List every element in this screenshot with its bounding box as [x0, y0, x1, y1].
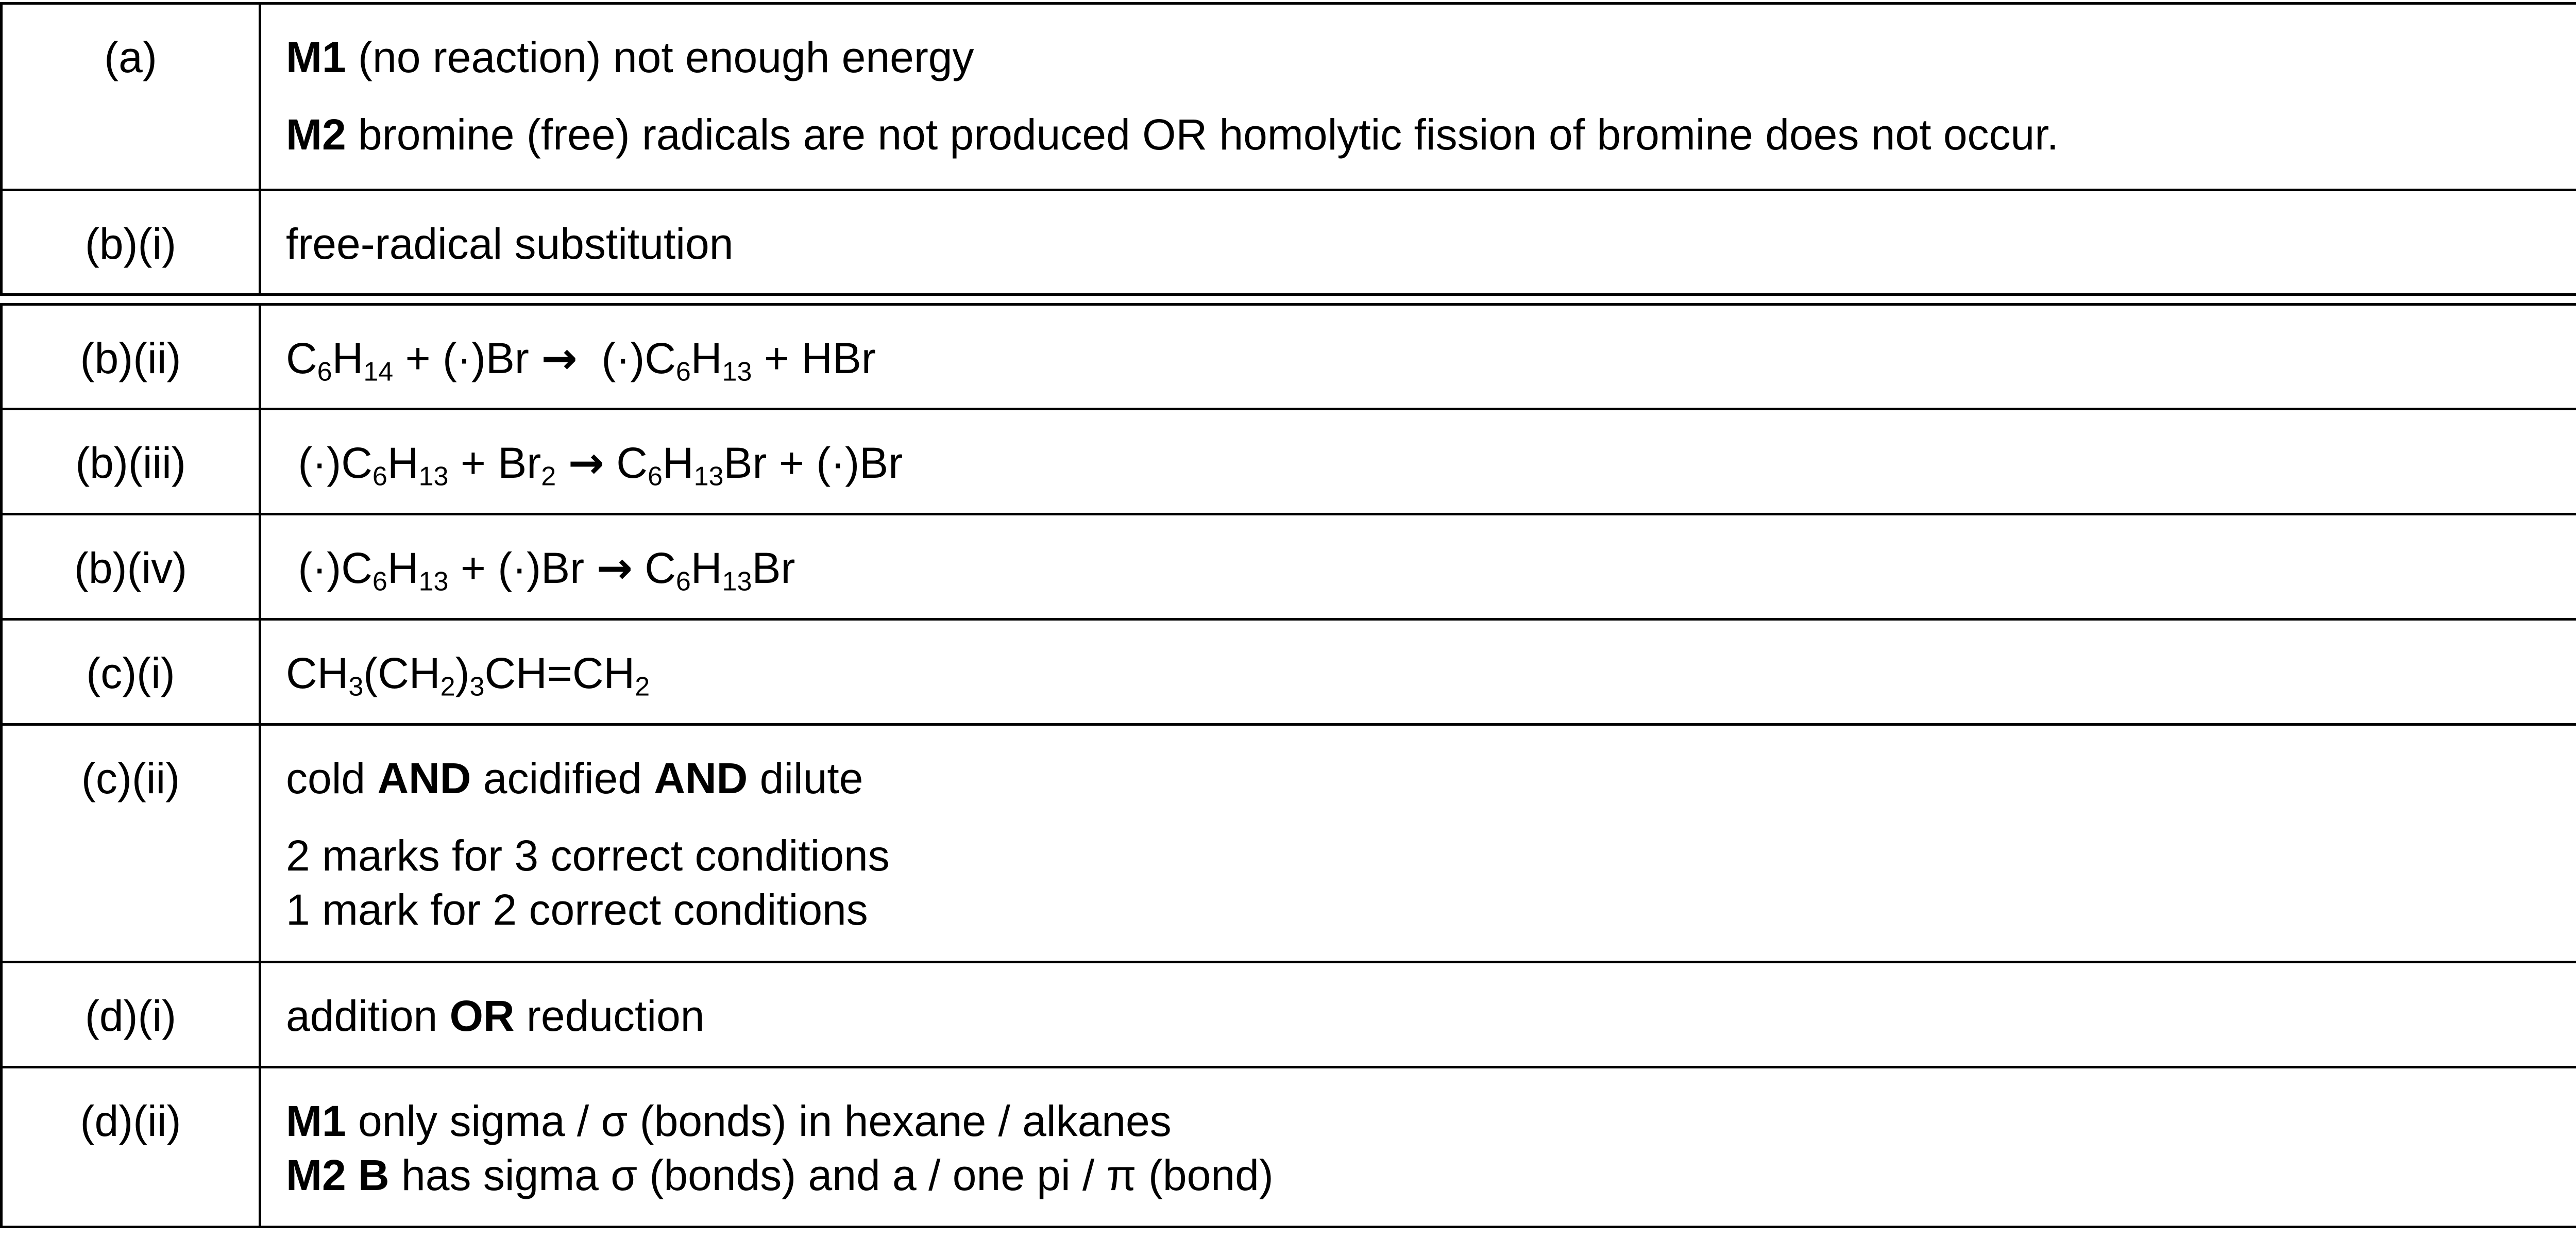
subscript: 13	[722, 357, 752, 387]
bold-marker: M2	[286, 110, 346, 159]
text-segment: dilute	[748, 754, 863, 802]
text-segment: + HBr	[752, 334, 876, 382]
answer-line	[286, 829, 2576, 883]
text-segment: CH	[286, 649, 349, 697]
text-segment: 2 marks for 3 correct conditions	[286, 831, 890, 880]
subscript: 2	[541, 461, 556, 492]
bold-marker: M1	[286, 1097, 346, 1145]
answer-line	[286, 1148, 2576, 1202]
table-row	[2, 514, 2576, 620]
answer-line	[286, 30, 2576, 85]
answer-line	[286, 883, 2576, 937]
reaction-arrow-icon: →	[596, 543, 633, 593]
answer-line	[286, 989, 2576, 1043]
text-segment: bromine (free) radicals are not produced OR homolytic fission of bromine does not occur.	[346, 110, 2059, 159]
text-segment: H	[690, 334, 722, 382]
question-number: (c)(i)	[2, 620, 260, 725]
question-number: (a)	[2, 4, 260, 190]
table-row	[2, 409, 2576, 514]
text-segment: )	[455, 649, 470, 697]
answer-line	[286, 541, 2576, 595]
reaction-arrow-icon: →	[568, 438, 604, 488]
answer-cell	[260, 305, 2576, 409]
text-segment: cold	[286, 754, 378, 802]
text-segment: (·)C	[286, 544, 372, 592]
bold-marker: M1	[286, 33, 346, 81]
reaction-arrow-icon: →	[541, 333, 578, 383]
text-segment: (CH	[363, 649, 440, 697]
answer-cell	[260, 409, 2576, 514]
question-number: (b)(i)	[2, 190, 260, 295]
text-segment: C	[632, 544, 676, 592]
text-segment: CH=CH	[484, 649, 635, 697]
question-number: (d)(ii)	[2, 1067, 260, 1227]
question-number: (b)(ii)	[2, 305, 260, 409]
text-segment: + Br	[448, 439, 541, 487]
question-number: (b)(iv)	[2, 514, 260, 620]
text-segment: H	[662, 439, 694, 487]
subscript: 14	[363, 357, 394, 387]
text-segment: H	[387, 544, 419, 592]
bold-marker: AND	[654, 754, 748, 802]
answer-cell	[260, 962, 2576, 1067]
mark-scheme-table-bottom	[0, 303, 2576, 1228]
answer-cell	[260, 190, 2576, 295]
subscript: 2	[440, 672, 455, 702]
text-segment: has sigma σ (bonds) and a / one pi / π (bond)	[389, 1151, 1274, 1199]
answer-line	[286, 646, 2576, 700]
subscript: 13	[722, 566, 752, 597]
question-number: (d)(i)	[2, 962, 260, 1067]
text-segment: 1 mark for 2 correct conditions	[286, 885, 868, 934]
bold-marker: M2 B	[286, 1151, 389, 1199]
answer-line	[286, 331, 2576, 386]
text-segment: C	[604, 439, 648, 487]
text-segment: + (·)Br	[448, 544, 597, 592]
text-segment: Br	[752, 544, 795, 592]
bold-marker: AND	[377, 754, 471, 802]
subscript: 3	[469, 672, 485, 702]
table-row	[2, 1067, 2576, 1227]
subscript: 13	[418, 566, 449, 597]
answer-cell	[260, 4, 2576, 190]
subscript: 13	[693, 461, 724, 492]
answer-line	[286, 436, 2576, 490]
table-row	[2, 4, 2576, 190]
subscript: 3	[348, 672, 364, 702]
table-row	[2, 190, 2576, 295]
table-row	[2, 620, 2576, 725]
answer-line	[286, 751, 2576, 806]
table-row	[2, 962, 2576, 1067]
text-segment: (no reaction) not enough energy	[346, 33, 974, 81]
text-segment: (·)C	[577, 334, 676, 382]
text-segment: H	[332, 334, 364, 382]
text-segment: acidified	[471, 754, 654, 802]
answer-cell	[260, 620, 2576, 725]
answer-line	[286, 108, 2576, 162]
answer-cell	[260, 1067, 2576, 1227]
subscript: 6	[372, 566, 387, 597]
subscript: 6	[647, 461, 663, 492]
answer-cell	[260, 725, 2576, 962]
text-segment: + (·)Br	[393, 334, 541, 382]
subscript: 6	[372, 461, 387, 492]
subscript: 2	[635, 672, 650, 702]
answer-cell	[260, 514, 2576, 620]
table-row	[2, 725, 2576, 962]
bold-marker: OR	[449, 992, 515, 1040]
subscript: 13	[418, 461, 449, 492]
table-row	[2, 305, 2576, 409]
text-segment: addition	[286, 992, 450, 1040]
text-segment: only sigma / σ (bonds) in hexane / alkanes	[346, 1097, 1172, 1145]
mark-scheme-table-top	[0, 2, 2576, 296]
text-segment: H	[387, 439, 419, 487]
subscript: 6	[675, 357, 691, 387]
subscript: 6	[317, 357, 332, 387]
question-number: (b)(iii)	[2, 409, 260, 514]
question-number: (c)(ii)	[2, 725, 260, 962]
text-segment: (·)C	[286, 439, 372, 487]
answer-line	[286, 1094, 2576, 1148]
text-segment: Br + (·)Br	[723, 439, 903, 487]
text-segment: C	[286, 334, 317, 382]
text-segment: free-radical substitution	[286, 220, 734, 268]
answer-line	[286, 217, 2576, 271]
text-segment: H	[690, 544, 722, 592]
text-segment: reduction	[514, 992, 705, 1040]
text-segment	[556, 439, 568, 487]
subscript: 6	[675, 566, 691, 597]
